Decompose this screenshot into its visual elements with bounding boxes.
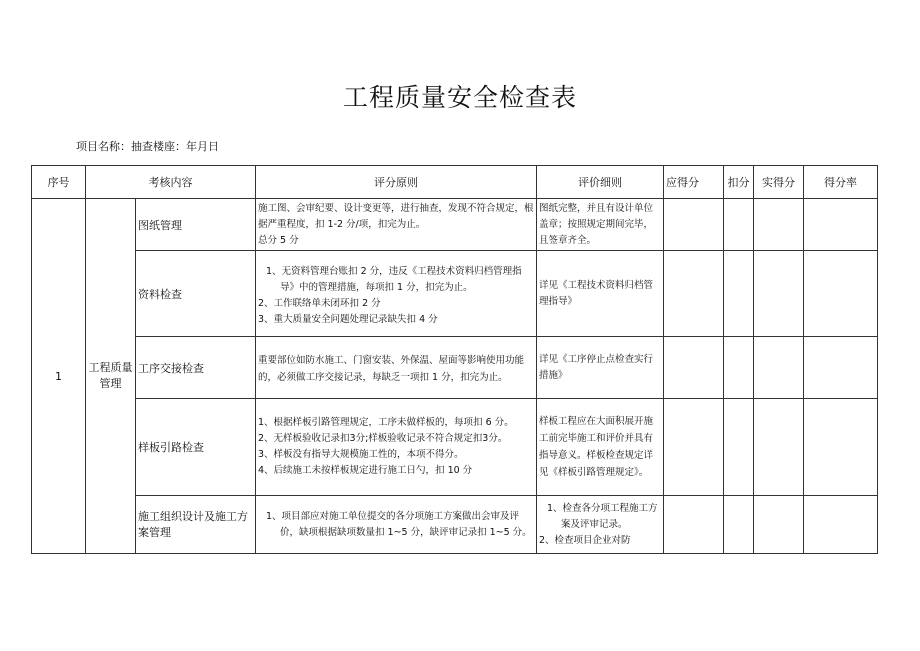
actual-score-cell[interactable]: [754, 199, 804, 251]
actual-score-cell[interactable]: [754, 496, 804, 554]
item-name: 样板引路检查: [136, 399, 256, 496]
detail-text: 2、检查项目企业对防: [539, 534, 631, 546]
score-rate-cell[interactable]: [804, 199, 878, 251]
deduct-cell[interactable]: [724, 199, 754, 251]
score-rate-cell[interactable]: [804, 399, 878, 496]
actual-score-cell[interactable]: [754, 399, 804, 496]
principle-cell: [256, 337, 537, 399]
detail-cell: [537, 199, 664, 251]
header-detail: 评价细则: [537, 166, 664, 199]
page-title: 工程质量安全检查表: [342, 83, 577, 112]
detail-text: 详见《工序停止点检查实行措施》: [539, 353, 654, 381]
score-rate-cell[interactable]: [804, 337, 878, 399]
should-score-cell[interactable]: [664, 399, 724, 496]
header-score-rate: 得分率: [804, 166, 878, 199]
detail-text: 详见《工程技术资料归档管理指导》: [539, 279, 654, 307]
principle-cell: [256, 199, 537, 251]
table-row: [32, 199, 878, 251]
seq-cell: 1: [32, 199, 86, 554]
principle-text: 4、后续施工未按样板规定进行施工日勺，扣 10 分: [258, 465, 473, 476]
header-principle: 评分原则: [256, 166, 537, 199]
header-content: 考核内容: [86, 166, 256, 199]
table-row: [32, 251, 878, 337]
actual-score-cell[interactable]: [754, 251, 804, 337]
item-name: 施工组织设计及施工方案管理: [136, 496, 256, 554]
table-row: [32, 496, 878, 554]
should-score-cell[interactable]: [664, 496, 724, 554]
item-name: 工序交接检查: [136, 337, 256, 399]
header-row: [32, 166, 878, 199]
actual-score-cell[interactable]: [754, 337, 804, 399]
inspection-table: [31, 165, 878, 554]
header-seq: 序号: [32, 166, 86, 199]
item-name: 资料检查: [136, 251, 256, 337]
detail-cell: [537, 251, 664, 337]
principle-cell: [256, 251, 537, 337]
detail-text: 样板工程应在大面积展开施工前完毕施工和评价并具有指导意义。样板检查规定详见《样板引路管理规定》。: [539, 416, 654, 478]
table-row: [32, 337, 878, 399]
category-cell: [86, 199, 136, 554]
principle-text: 重要部位如防水施工、门窗安装、外保温、屋面等影响使用功能的，必须做工序交接记录，每缺乏一项扣 1 分，扣完为止。: [258, 355, 525, 383]
score-rate-cell[interactable]: [804, 251, 878, 337]
detail-cell: [537, 337, 664, 399]
should-score-cell[interactable]: [664, 251, 724, 337]
principle-text: 1、项目部应对施工单位提交的各分项施工方案做出会审及评价，缺项根据缺项数量扣 1~5 分，缺评审记录扣 1~5 分。: [266, 510, 532, 538]
deduct-cell[interactable]: [724, 337, 754, 399]
principle-text: 2、工作联络单未闭环扣 2 分: [258, 297, 381, 309]
principle-text: 3、样板没有指导大规模施工性的，本项不得分。: [258, 449, 464, 460]
principle-text: 3、重大质量安全问题处理记录缺失扣 4 分: [258, 313, 438, 325]
project-info-line: 项目名称：抽查楼座：年月日: [76, 140, 219, 153]
header-deduct: 扣分: [724, 166, 754, 199]
table-row: [32, 399, 878, 496]
should-score-cell[interactable]: [664, 199, 724, 251]
detail-cell: [537, 496, 664, 554]
deduct-cell[interactable]: [724, 399, 754, 496]
principle-cell: [256, 496, 537, 554]
item-name: 图纸管理: [136, 199, 256, 251]
principle-text: 总分 5 分: [258, 234, 299, 246]
principle-text: 施工图、会审纪要、设计变更等，进行抽查，发现不符合规定，根据严重程度，扣 1-2 分/项，扣完为止。: [258, 202, 534, 230]
should-score-cell[interactable]: [664, 337, 724, 399]
category-line-1: 工程质量: [88, 361, 133, 374]
principle-text: 1、无资料管理台账扣 2 分，违反《工程技术资料归档管理指导》中的管理措施，每项扣 1 分，扣完为止。: [266, 265, 522, 293]
principle-text: 1、根据样板引路管理规定，工序未做样板的，每项扣 6 分。: [258, 417, 514, 428]
category-line-2: 管理: [99, 377, 122, 390]
header-actual-score: 实得分: [754, 166, 804, 199]
detail-text: 图纸完整，并且有设计单位盖章；按照规定期间完毕，且签章齐全。: [539, 202, 654, 246]
deduct-cell[interactable]: [724, 251, 754, 337]
header-should-score: 应得分: [664, 166, 724, 199]
score-rate-cell[interactable]: [804, 496, 878, 554]
principle-text: 2、无样板验收记录扣3分;样板验收记录不符合规定扣3分。: [258, 433, 508, 444]
deduct-cell[interactable]: [724, 496, 754, 554]
detail-cell: [537, 399, 664, 496]
detail-text: 1、检查各分项工程施工方案及评审记录。: [547, 502, 658, 530]
principle-cell: [256, 399, 537, 496]
